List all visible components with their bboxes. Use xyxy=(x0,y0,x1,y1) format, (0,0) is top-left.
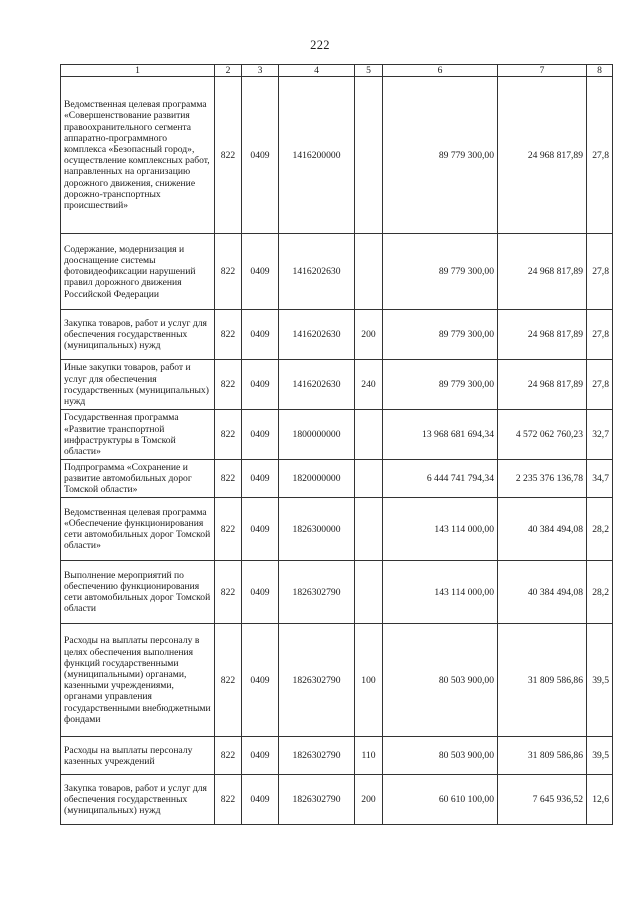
cell-admin-code: 822 xyxy=(215,360,242,410)
table-row xyxy=(61,775,613,825)
cell-executed-amount: 31 809 586,86 xyxy=(498,624,587,737)
cell-admin-code: 822 xyxy=(215,498,242,561)
row-name: Подпрограмма «Сохранение и развитие автомобильных дорог Томской области» xyxy=(61,460,215,498)
table-row xyxy=(61,77,613,234)
cell-executed-amount: 24 968 817,89 xyxy=(498,310,587,360)
row-name: Содержание, модернизация и дооснащение системы фотовидеофиксации нарушений правил дорожного движения Российской Федерации xyxy=(61,234,215,310)
cell-target-code: 1416200000 xyxy=(279,77,355,234)
cell-executed-amount: 4 572 062 760,23 xyxy=(498,410,587,460)
cell-expense-type xyxy=(355,410,383,460)
cell-executed-amount: 24 968 817,89 xyxy=(498,234,587,310)
column-header: 7 xyxy=(498,65,587,77)
table-row xyxy=(61,410,613,460)
cell-planned-amount: 80 503 900,00 xyxy=(383,624,498,737)
cell-expense-type: 100 xyxy=(355,624,383,737)
cell-planned-amount: 89 779 300,00 xyxy=(383,77,498,234)
table-header-row xyxy=(61,65,613,77)
table-row xyxy=(61,737,613,775)
table-row xyxy=(61,360,613,410)
cell-planned-amount: 89 779 300,00 xyxy=(383,234,498,310)
row-name: Выполнение мероприятий по обеспечению функционирования сети автомобильных дорог Томской области xyxy=(61,561,215,624)
cell-section-code: 0409 xyxy=(242,234,279,310)
cell-target-code: 1826302790 xyxy=(279,775,355,825)
cell-admin-code: 822 xyxy=(215,234,242,310)
cell-admin-code: 822 xyxy=(215,775,242,825)
table-row xyxy=(61,624,613,737)
page-number: 222 xyxy=(310,38,330,52)
cell-section-code: 0409 xyxy=(242,460,279,498)
cell-executed-amount: 24 968 817,89 xyxy=(498,77,587,234)
cell-executed-amount: 40 384 494,08 xyxy=(498,498,587,561)
column-header: 1 xyxy=(61,65,215,77)
cell-target-code: 1416202630 xyxy=(279,234,355,310)
cell-expense-type: 110 xyxy=(355,737,383,775)
cell-executed-amount: 24 968 817,89 xyxy=(498,360,587,410)
cell-section-code: 0409 xyxy=(242,360,279,410)
cell-expense-type: 240 xyxy=(355,360,383,410)
cell-section-code: 0409 xyxy=(242,410,279,460)
cell-expense-type xyxy=(355,498,383,561)
cell-expense-type xyxy=(355,561,383,624)
table-row xyxy=(61,498,613,561)
cell-expense-type: 200 xyxy=(355,775,383,825)
cell-planned-amount: 143 114 000,00 xyxy=(383,561,498,624)
cell-target-code: 1800000000 xyxy=(279,410,355,460)
cell-percent: 28,2 xyxy=(587,561,613,624)
cell-admin-code: 822 xyxy=(215,77,242,234)
cell-section-code: 0409 xyxy=(242,737,279,775)
cell-executed-amount: 2 235 376 136,78 xyxy=(498,460,587,498)
cell-target-code: 1826302790 xyxy=(279,624,355,737)
row-name: Расходы на выплаты персоналу в целях обеспечения выполнения функций государственными (муниципальными) органами, казенными учреждениями, органами управления государственными внебюджетными фондами xyxy=(61,624,215,737)
cell-percent: 27,8 xyxy=(587,77,613,234)
cell-planned-amount: 89 779 300,00 xyxy=(383,360,498,410)
budget-table xyxy=(60,64,613,825)
row-name: Расходы на выплаты персоналу казенных учреждений xyxy=(61,737,215,775)
column-header: 5 xyxy=(355,65,383,77)
row-name: Ведомственная целевая программа «Обеспечение функционирования сети автомобильных дорог Томской области» xyxy=(61,498,215,561)
cell-planned-amount: 60 610 100,00 xyxy=(383,775,498,825)
cell-percent: 28,2 xyxy=(587,498,613,561)
cell-planned-amount: 6 444 741 794,34 xyxy=(383,460,498,498)
cell-planned-amount: 13 968 681 694,34 xyxy=(383,410,498,460)
table-row xyxy=(61,234,613,310)
cell-section-code: 0409 xyxy=(242,310,279,360)
cell-target-code: 1416202630 xyxy=(279,360,355,410)
cell-executed-amount: 40 384 494,08 xyxy=(498,561,587,624)
table-row xyxy=(61,460,613,498)
cell-expense-type xyxy=(355,460,383,498)
cell-percent: 39,5 xyxy=(587,624,613,737)
cell-planned-amount: 80 503 900,00 xyxy=(383,737,498,775)
column-header: 3 xyxy=(242,65,279,77)
cell-expense-type: 200 xyxy=(355,310,383,360)
table-row xyxy=(61,310,613,360)
cell-percent: 27,8 xyxy=(587,360,613,410)
cell-section-code: 0409 xyxy=(242,624,279,737)
cell-target-code: 1416202630 xyxy=(279,310,355,360)
cell-admin-code: 822 xyxy=(215,737,242,775)
cell-target-code: 1826300000 xyxy=(279,498,355,561)
column-header: 6 xyxy=(383,65,498,77)
row-name: Закупка товаров, работ и услуг для обеспечения государственных (муниципальных) нужд xyxy=(61,775,215,825)
cell-section-code: 0409 xyxy=(242,775,279,825)
cell-target-code: 1826302790 xyxy=(279,561,355,624)
cell-section-code: 0409 xyxy=(242,561,279,624)
cell-target-code: 1826302790 xyxy=(279,737,355,775)
row-name: Закупка товаров, работ и услуг для обеспечения государственных (муниципальных) нужд xyxy=(61,310,215,360)
cell-admin-code: 822 xyxy=(215,561,242,624)
cell-target-code: 1820000000 xyxy=(279,460,355,498)
cell-percent: 27,8 xyxy=(587,310,613,360)
cell-percent: 32,7 xyxy=(587,410,613,460)
cell-admin-code: 822 xyxy=(215,410,242,460)
cell-admin-code: 822 xyxy=(215,310,242,360)
cell-percent: 34,7 xyxy=(587,460,613,498)
column-header: 4 xyxy=(279,65,355,77)
cell-percent: 12,6 xyxy=(587,775,613,825)
cell-expense-type xyxy=(355,77,383,234)
cell-expense-type xyxy=(355,234,383,310)
cell-planned-amount: 143 114 000,00 xyxy=(383,498,498,561)
cell-planned-amount: 89 779 300,00 xyxy=(383,310,498,360)
row-name: Иные закупки товаров, работ и услуг для обеспечения государственных (муниципальных) нужд xyxy=(61,360,215,410)
cell-admin-code: 822 xyxy=(215,460,242,498)
cell-section-code: 0409 xyxy=(242,498,279,561)
cell-percent: 39,5 xyxy=(587,737,613,775)
row-name: Ведомственная целевая программа «Совершенствование развития правоохранительного сегмента аппаратно-программного комплекса «Безопасный город», осуществление комплексных работ, направленных на организацию дорожного движения, снижение дорожно-транспортных происшествий» xyxy=(61,77,215,234)
row-name: Государственная программа «Развитие транспортной инфраструктуры в Томской области» xyxy=(61,410,215,460)
cell-executed-amount: 31 809 586,86 xyxy=(498,737,587,775)
cell-executed-amount: 7 645 936,52 xyxy=(498,775,587,825)
column-header: 8 xyxy=(587,65,613,77)
column-header: 2 xyxy=(215,65,242,77)
table-row xyxy=(61,561,613,624)
cell-section-code: 0409 xyxy=(242,77,279,234)
cell-admin-code: 822 xyxy=(215,624,242,737)
cell-percent: 27,8 xyxy=(587,234,613,310)
